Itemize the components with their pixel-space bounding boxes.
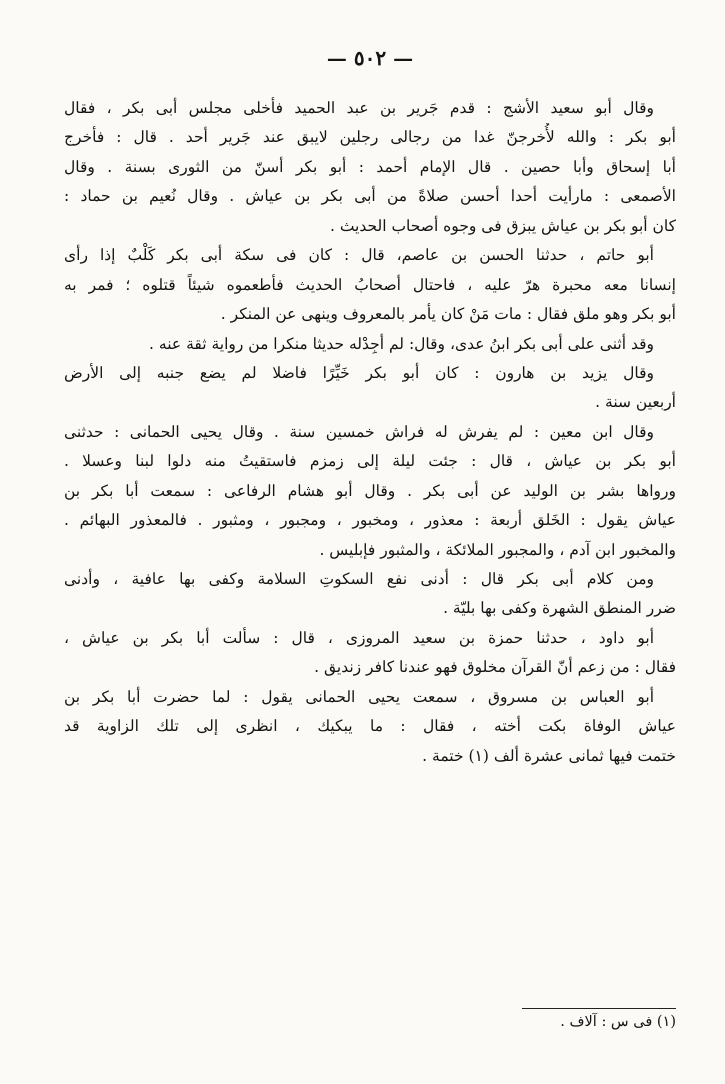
text-line: إنسانا معه محبرة هرّ عليه ، فاحتال أصحابُ الحديث فأطعموه شيئاً قتلوه ؛ فمر به	[64, 275, 676, 294]
text-line: ومن كلام أبى بكر قال : أدنى نفع السكوتِ السلامة وكفى بها عافية ، وأدنى	[64, 570, 654, 588]
text-line: أبو بكر وهو ملق فقال : مات مَنْ كان يأمر بالمعروف وينهى عن المنكر .	[220, 305, 676, 324]
text-line: أبا إسحاق وأبا حصين . قال الإمام أحمد : أبو بكر أسنّ من الثورى بسنة . وقال	[64, 157, 676, 176]
text-line: عياش الوفاة بكت أخته ، فقال : ما يبكيك ، انظرى إلى تلك الزاوية قد	[64, 717, 676, 736]
text-line: فقال : من زعم أنّ القرآن مخلوق فهو عندنا كافر زنديق .	[314, 658, 676, 677]
text-line: ورواها بشر بن الوليد عن أبى بكر . وقال أبو هشام الرفاعى : سمعت أبا بكر بن	[64, 481, 676, 500]
text-line: عياش يقول : الخَلق أربعة : معذور ، ومخبور ، ومجبور ، ومثبور . فالمعذور البهائم .	[64, 511, 676, 530]
text-line: وقال يزيد بن هارون : كان أبو بكر خَيِّرًا فاضلا لم يضع جنبه إلى الأرض	[64, 363, 654, 382]
text-line: كان أبو بكر بن عياش يبزق فى وجوه أصحاب الحديث .	[329, 216, 676, 235]
text-line: وقد أثنى على أبى بكر ابنُ عدى، وقال: لم أجِدْله حديثا منكرا من رواية ثقة عنه .	[149, 334, 654, 353]
text-line: ختمت فيها ثمانى عشرة ألف (١) ختمة .	[422, 746, 676, 765]
footnote-divider	[522, 1008, 676, 1009]
text-line: الأصمعى : مارأيت أحدا أحسن صلاةً من أبى بكر بن عياش . وقال نُعيم بن حماد :	[64, 187, 676, 206]
footnote: (١) فى س : آلاف .	[560, 1014, 676, 1030]
text-line: أبو بكر : والله لأُخرجنّ غدا من رجالى رجلين لايبق عند جَرير أحد . قال : فأخرج	[64, 128, 676, 147]
book-page	[64, 38, 676, 1068]
text-line: أربعين سنة .	[595, 393, 676, 412]
text-line: ضرر المنطق الشهرة وكفى بها بليّة .	[443, 599, 676, 618]
text-line: أبو داود ، حدثنا حمزة بن سعيد المروزى ، قال : سألت أبا بكر بن عياش ،	[64, 628, 654, 647]
text-line: وقال أبو سعيد الأشج : قدم جَرير بن عبد الحميد فأخلى مجلس أبى بكر ، فقال	[64, 99, 654, 117]
page-number: — ٥٠٢ —	[326, 46, 414, 70]
text-line: أبو العباس بن مسروق ، سمعت يحيى الحمانى يقول : لما حضرت أبا بكر بن	[64, 687, 654, 706]
text-line: أبو بكر بن عياش ، قال : جئت ليلة إلى زمزم فاستقيتُ منه دلوا لبنا وعسلا .	[64, 452, 676, 471]
text-line: وقال ابن معين : لم يفرش له فراش خمسين سنة . وقال يحيى الحمانى : حدثنى	[64, 422, 654, 441]
text-line: والمخبور ابن آدم ، والمجبور الملائكة ، والمثبور فإبليس .	[319, 540, 676, 559]
text-line: أبو حاتم ، حدثنا الحسن بن عاصم، قال : كان فى سكة أبى بكر كَلْبٌ إذا رأى	[64, 246, 654, 265]
body-text	[64, 94, 676, 771]
